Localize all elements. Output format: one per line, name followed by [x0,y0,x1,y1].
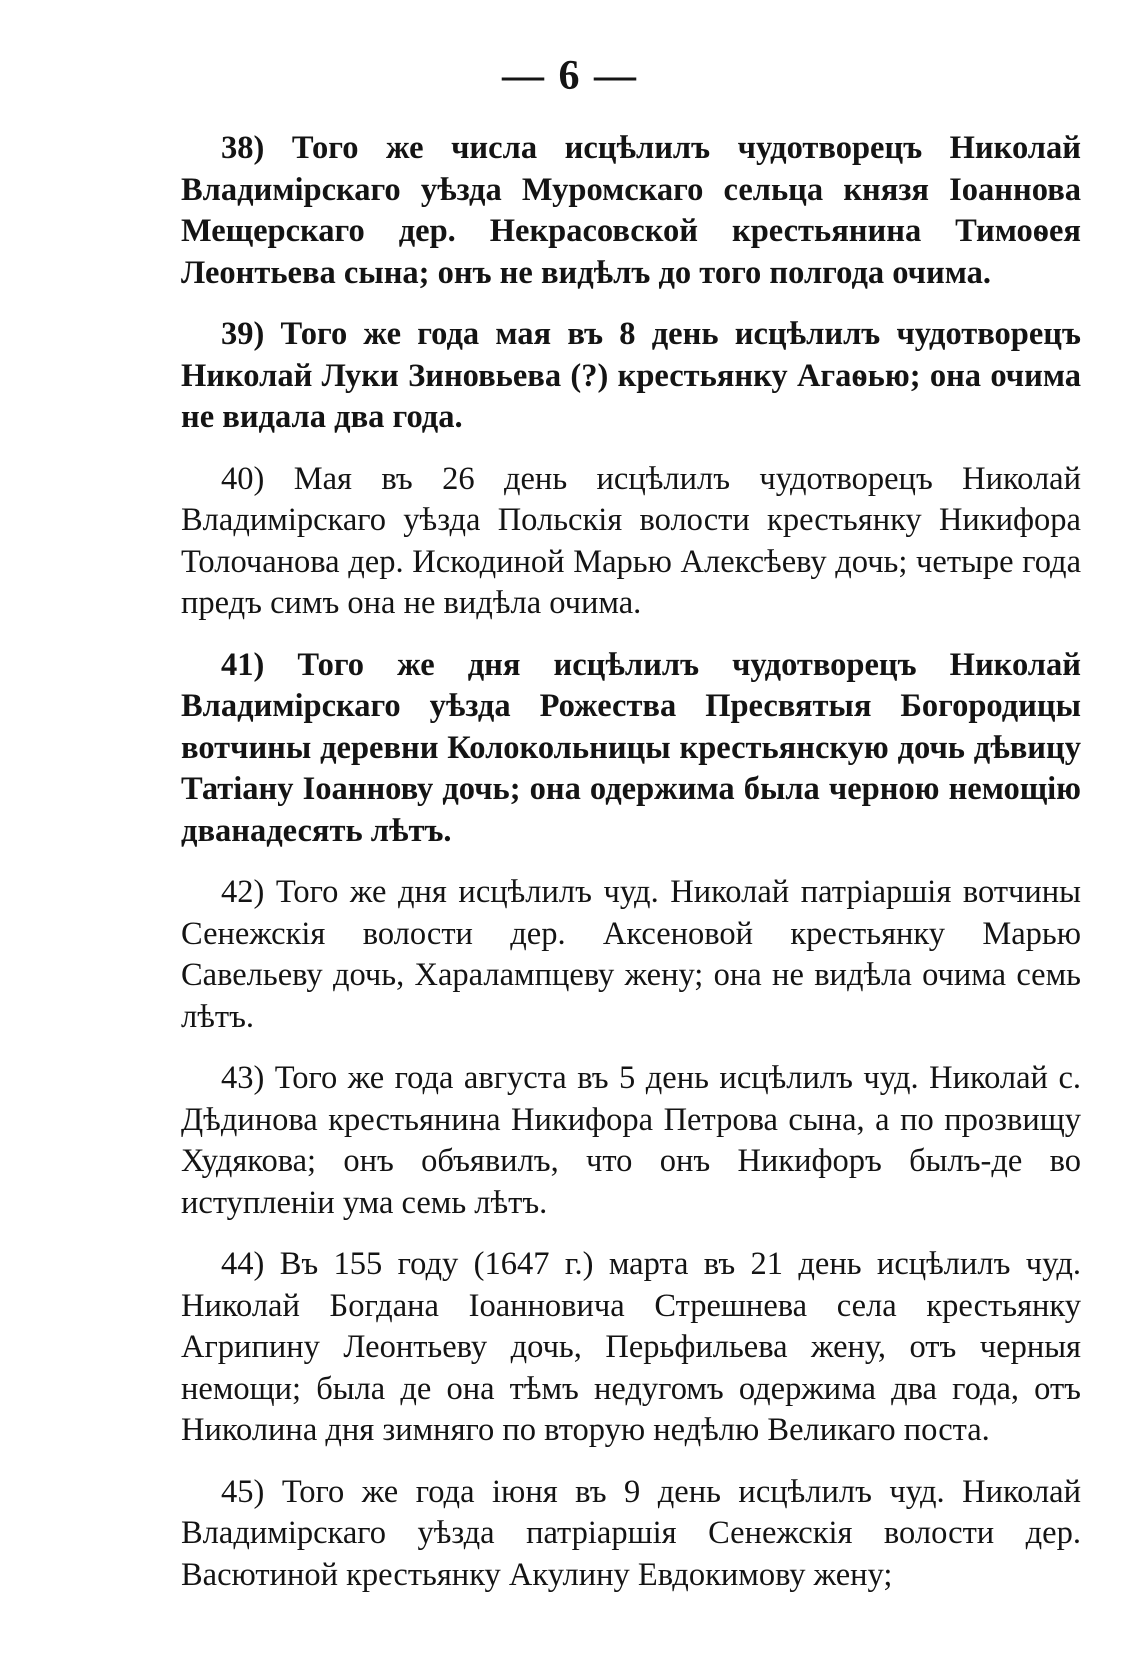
paragraph-45: 45) Того же года іюня въ 9 день исцѣлилъ чуд. Николай Владимірскаго уѣзда патріаршія Сенежскія волости дер. Васютиной крестьянку Акулину Евдокимову жену; [181,1473,1081,1593]
text-body [181,128,1081,1616]
page-number: — 6 — [502,53,638,99]
paragraph-41: 41) Того же дня исцѣлилъ чудотворецъ Николай Владимірскаго уѣзда Рожества Пресвятыя Богородицы вотчины деревни Колокольницы крестьянскую дочь дѣвицу Татіану Іоаннову дочь; она одержима была черною немощію дванадесять лѣтъ. [181,646,1081,849]
paragraph-38: 38) Того же числа исцѣлилъ чудотворецъ Николай Владимірскаго уѣзда Муромскаго сельца князя Іоаннова Мещерскаго дер. Некрасовской крестьянина Тимоѳея Леонтьева сына; онъ не видѣлъ до того полгода очима. [181,130,1081,291]
paragraph-43: 43) Того же года августа въ 5 день исцѣлилъ чуд. Николай с. Дѣдинова крестьянина Никифора Петрова сына, а по прозвищу Худякова; онъ объявилъ, что онъ Никифоръ былъ-де во иступленіи ума семь лѣтъ. [181,1060,1081,1221]
paragraph-40: 40) Мая въ 26 день исцѣлилъ чудотворецъ Николай Владимірскаго уѣзда Польскія волости крестьянку Никифора Толочанова дер. Искодиной Марью Алексѣеву дочь; четыре года предъ симъ она не видѣла очима. [181,460,1081,621]
paragraph-44: 44) Въ 155 году (1647 г.) марта въ 21 день исцѣлилъ чуд. Николай Богдана Іоанновича Стрешнева села крестьянку Агрипину Леонтьеву дочь, Перьфильева жену, отъ черныя немощи; была де она тѣмъ недугомъ одержима два года, отъ Николина дня зимняго по вторую недѣлю Великаго поста. [181,1246,1081,1448]
paragraph-42: 42) Того же дня исцѣлилъ чуд. Николай патріаршія вотчины Сенежскія волости дер. Аксеновой крестьянку Марью Савельеву дочь, Харалампцеву жену; она не видѣла очима семь лѣтъ. [181,874,1081,1035]
paragraph-39: 39) Того же года мая въ 8 день исцѣлилъ чудотворецъ Николай Луки Зиновьева (?) крестьянку Агаѳью; она очима не видала два года. [181,316,1081,435]
